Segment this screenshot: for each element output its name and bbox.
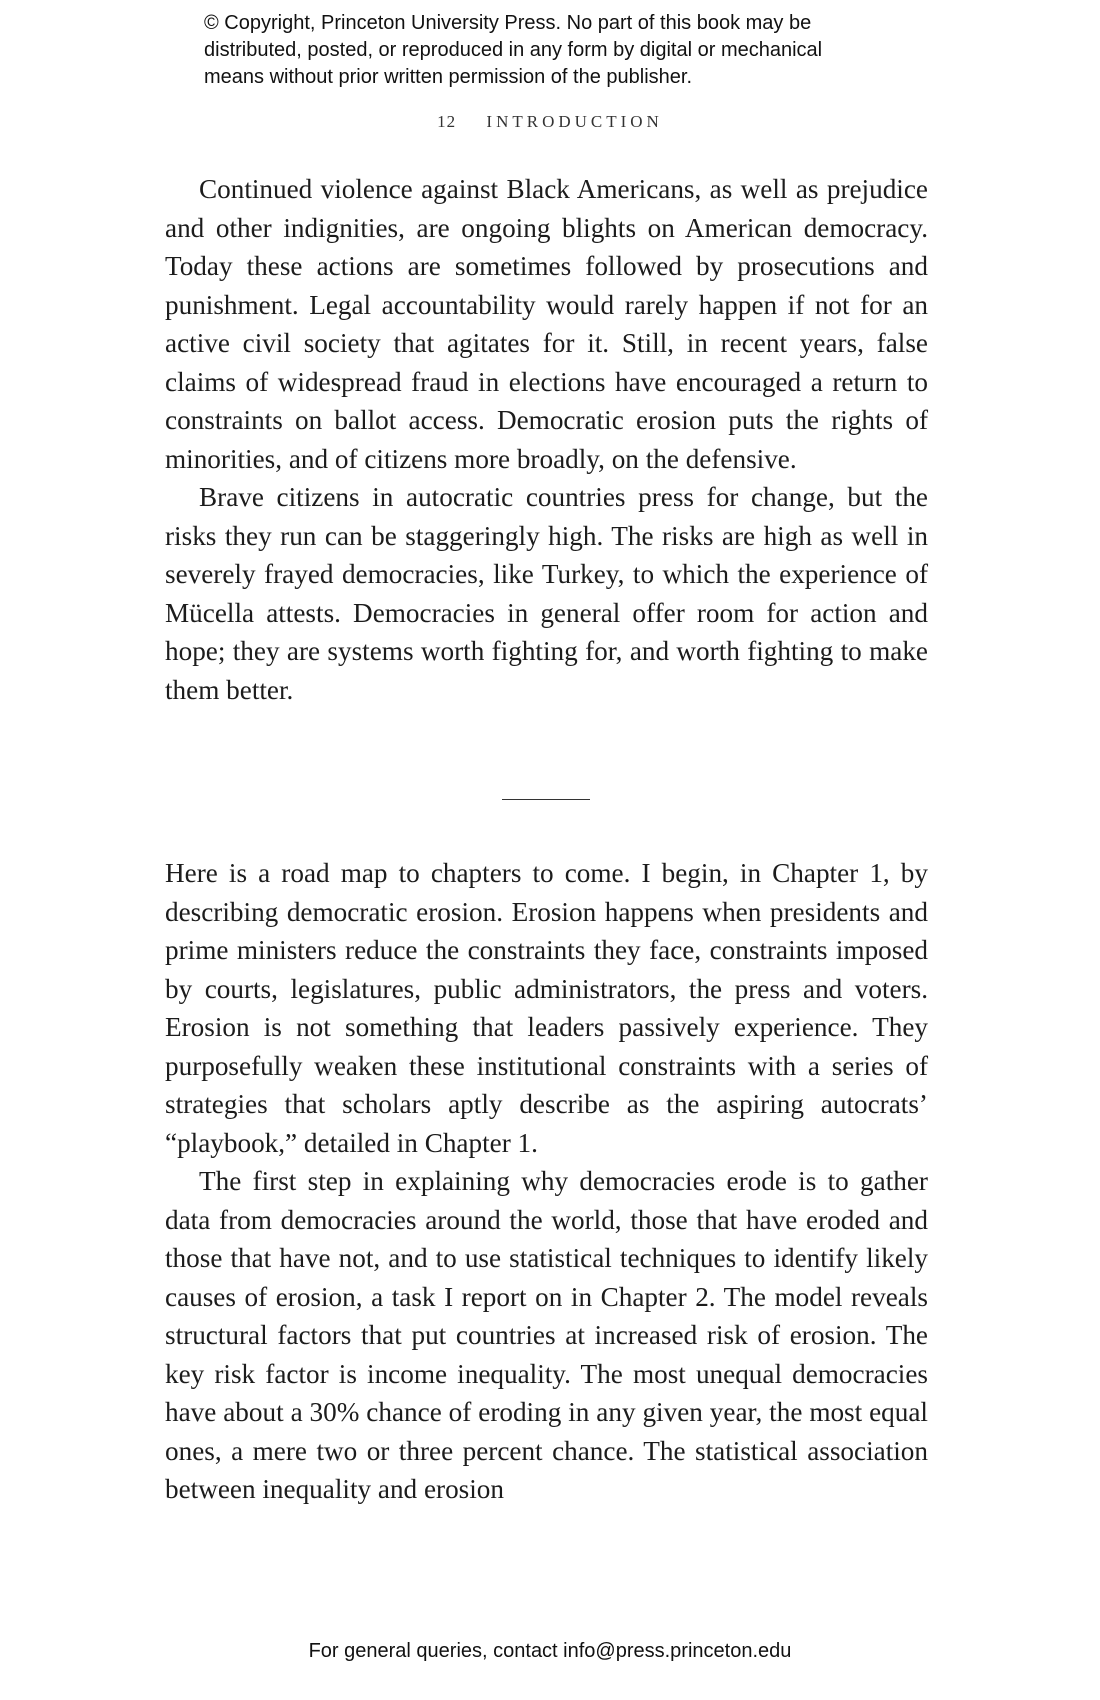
paragraph: Brave citizens in autocratic countries press for change, but the risks they run can be staggeringly high. The risks are high as well in severely frayed democracies, like Turkey, to which the experience of Mücella attests. Democracies in general offer room for action and hope; they are systems worth fighting for, and worth fighting to make them better. xyxy=(165,482,928,705)
page-number: 12 xyxy=(437,112,457,131)
paragraph: Continued violence against Black Americans, as well as prejudice and other indignities, are ongoing blights on American democracy. Today these actions are sometimes followed by prosecutions and punishment. Legal accountability would rarely happen if not for an active civil society that agitates for it. Still, in recent years, false claims of widespread fraud in elections have encouraged a return to constraints on ballot access. Democratic erosion puts the rights of minorities, and of citizens more broadly, on the defensive. xyxy=(165,174,928,474)
body-text-bottom xyxy=(165,854,928,1509)
copyright-line: © Copyright, Princeton University Press. No part of this book may be xyxy=(204,12,812,34)
paragraph: Here is a road map to chapters to come. I begin, in Chapter 1, by describing democratic erosion. Erosion happens when presidents and prime ministers reduce the constraints they face, constraints imposed by courts, legislatures, public administrators, the press and voters. Erosion is not something that leaders passively experience. They purposefully weaken these institutional constraints with a series of strategies that scholars aptly describe as the aspiring autocrats’ “playbook,” detailed in Chapter 1. xyxy=(165,858,928,1158)
footer-contact: For general queries, contact info@press.princeton.edu xyxy=(308,1640,792,1662)
running-head xyxy=(0,112,1100,132)
copyright-line: distributed, posted, or reproduced in any form by digital or mechanical xyxy=(204,39,823,61)
copyright-notice xyxy=(204,10,924,91)
copyright-line: means without prior written permission of the publisher. xyxy=(204,66,693,88)
section-break-rule xyxy=(502,799,590,800)
chapter-title: INTRODUCTION xyxy=(486,112,663,131)
body-text-top xyxy=(165,170,928,709)
paragraph: The first step in explaining why democracies erode is to gather data from democracies around the world, those that have eroded and those that have not, and to use statistical techniques to identify likely causes of erosion, a task I report on in Chapter 2. The model reveals structural factors that put countries at increased risk of erosion. The key risk factor is income inequality. The most unequal democracies have about a 30% chance of eroding in any given year, the most equal ones, a mere two or three percent chance. The statistical association between inequality and erosion xyxy=(165,1166,928,1504)
